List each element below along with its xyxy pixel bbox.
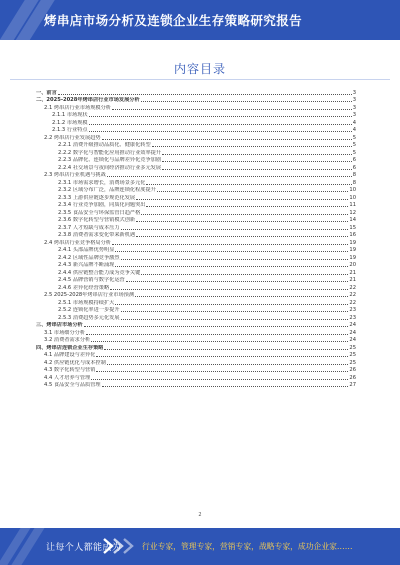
toc-entry-label: 4.5 食品安全与品质管理 — [44, 382, 101, 388]
toc-entry[interactable] — [36, 253, 356, 261]
toc-entry[interactable] — [36, 291, 356, 299]
toc-entry-page: 10 — [349, 194, 356, 201]
toc-entry-label: 2.4.3 新兴品牌不断涌现 — [58, 262, 115, 268]
toc-leader-dots — [86, 334, 348, 335]
toc-entry-label: 2.1.2 市场规模 — [52, 119, 88, 126]
toc-leader-dots — [115, 304, 348, 305]
toc-entry[interactable] — [36, 193, 356, 201]
toc-entry-page: 24 — [349, 322, 356, 328]
toc-entry[interactable] — [36, 156, 356, 164]
toc-entry-page: 10 — [349, 187, 356, 193]
toc-entry[interactable] — [36, 238, 356, 246]
toc-entry-label: 2.1.3 行业特点 — [52, 127, 88, 133]
toc-entry[interactable] — [36, 126, 356, 134]
toc-entry-page: 22 — [349, 292, 356, 298]
toc-leader-dots — [84, 326, 349, 327]
toc-entry-page: 23 — [349, 314, 356, 321]
toc-entry-page: 14 — [349, 217, 356, 223]
toc-entry-label: 2.3.1 市场需求增长，消费场景多元化 — [58, 179, 146, 186]
toc-entry-label: 2.5 2025-2028年烤串店行业市场预测 — [44, 292, 135, 298]
toc-entry-label: 2.4.6 差异化经营策略 — [58, 284, 110, 291]
toc-entry-label: 2.3.3 上游供应链逐步规范化发展 — [58, 194, 136, 201]
toc-entry[interactable] — [36, 96, 356, 104]
toc-entry-page: 22 — [349, 299, 356, 306]
toc-entry-page: 12 — [349, 209, 356, 216]
toc-leader-dots — [141, 274, 348, 275]
toc-entry-label: 4.2 供应链优化与成本控制 — [44, 359, 106, 366]
toc-leader-dots — [152, 146, 352, 147]
page-number: 2 — [198, 512, 202, 518]
toc-entry-page: 25 — [349, 352, 356, 358]
toc-leader-dots — [121, 311, 349, 312]
toc-entry[interactable] — [36, 381, 356, 389]
toc-leader-dots — [107, 176, 352, 177]
toc-entry[interactable] — [36, 336, 356, 344]
toc-entry-label: 2.3.5 食品安全与环保监管日趋严格 — [58, 209, 141, 216]
report-header-banner — [0, 0, 400, 40]
footer-audience: 行业专家，管理专家，营销专家，战略专家，成功企业家…… — [142, 542, 353, 551]
toc-leader-dots — [126, 281, 349, 282]
toc-entry-label: 2.2.2 数字化与智能化应用推动行业效率提升 — [58, 149, 162, 156]
toc-entry-page: 5 — [352, 149, 356, 156]
toc-entry-label: 2.2.3 品牌化、连锁化与品牌差异化竞争加剧 — [58, 157, 162, 163]
toc-entry-page: 25 — [349, 344, 356, 351]
toc-entry[interactable] — [36, 118, 356, 126]
toc-entry[interactable] — [36, 208, 356, 216]
toc-entry-page: 21 — [349, 277, 356, 283]
toc-entry-page: 24 — [349, 337, 356, 343]
toc-entry-page: 3 — [352, 89, 356, 96]
toc-entry-label: 2.3.6 数字化转型与营销模式创新 — [58, 217, 136, 223]
toc-leader-dots — [91, 379, 348, 380]
toc-entry[interactable] — [36, 351, 356, 359]
toc-leader-dots — [96, 356, 348, 357]
chevron-right-icon — [100, 537, 140, 555]
toc-leader-dots — [146, 184, 351, 185]
toc-entry[interactable] — [36, 88, 356, 96]
footer-banner — [0, 528, 400, 565]
toc-leader-dots — [112, 109, 352, 110]
toc-entry-page: 6 — [352, 157, 356, 163]
toc-leader-dots — [136, 236, 348, 237]
toc-leader-dots — [104, 349, 348, 350]
toc-entry-label: 3.1 市场细分分析 — [44, 329, 86, 336]
toc-entry-label: 2.5.2 连锁化率进一步提升 — [58, 307, 120, 313]
toc-entry-label: 4.3 数字化转型与营销 — [44, 367, 96, 373]
toc-entry[interactable] — [36, 178, 356, 186]
toc-entry-page: 22 — [349, 284, 356, 291]
toc-entry-label: 2.3 烤串店行业机遇与挑战 — [44, 172, 106, 178]
toc-entry-page: 19 — [349, 247, 356, 253]
toc-leader-dots — [102, 139, 352, 140]
toc-entry-label: 3.2 消费者需求分析 — [44, 337, 91, 343]
toc-entry-label: 三、烤串店市场分析 — [36, 322, 83, 328]
toc-leader-dots — [135, 296, 348, 297]
toc-entry-label: 2.3.8 消费者需求变化带来新机遇 — [58, 232, 136, 238]
toc-heading: 内容目录 — [173, 62, 226, 76]
toc-leader-dots — [141, 101, 352, 102]
toc-entry-page: 27 — [349, 382, 356, 388]
toc-entry-page: 26 — [349, 367, 356, 373]
toc-leader-dots — [102, 386, 349, 387]
toc-entry[interactable] — [36, 141, 356, 149]
toc-entry[interactable] — [36, 231, 356, 239]
toc-entry-page: 26 — [349, 374, 356, 381]
toc-entry-page: 6 — [352, 164, 356, 171]
toc-entry-label: 2.4.5 品牌营销与数字化运营 — [58, 277, 125, 283]
toc-entry-label: 2.2.1 消费升级推动品质化、健康化转型 — [58, 142, 151, 148]
table-of-contents — [36, 88, 356, 388]
toc-entry-page: 8 — [352, 179, 356, 186]
toc-entry[interactable] — [36, 321, 356, 329]
toc-entry-label: 四、烤串店连锁企业生存策略 — [36, 344, 104, 351]
toc-leader-dots — [136, 221, 348, 222]
footer-slogan: 让每个人都能成为 — [46, 543, 122, 553]
toc-entry[interactable] — [36, 343, 356, 351]
toc-entry-page: 3 — [352, 104, 356, 111]
toc-entry-label: 4.4 人才培养与管理 — [44, 374, 91, 381]
toc-entry-label: 二、2025-2028年烤串店行业市场发展分析 — [36, 97, 140, 103]
toc-entry[interactable] — [36, 283, 356, 291]
toc-entry[interactable] — [36, 313, 356, 321]
toc-entry-page: 5 — [352, 142, 356, 148]
toc-entry-label: 2.4.2 区域性品牌竞争激烈 — [58, 254, 120, 261]
toc-entry-page: 19 — [349, 254, 356, 261]
toc-entry[interactable] — [36, 328, 356, 336]
toc-entry-page: 23 — [349, 307, 356, 313]
report-title: 烤串店市场分析及连锁企业生存策略研究报告 — [44, 13, 303, 28]
toc-entry-page: 16 — [349, 232, 356, 238]
toc-entry[interactable] — [36, 163, 356, 171]
toc-entry-label: 4.1 品牌建设与差异化 — [44, 352, 96, 358]
toc-entry[interactable] — [36, 201, 356, 209]
toc-entry[interactable] — [36, 171, 356, 179]
toc-leader-dots — [89, 131, 352, 132]
toc-entry[interactable] — [36, 186, 356, 194]
toc-entry-label: 2.3.7 人才短缺与成本压力 — [58, 224, 120, 231]
toc-entry[interactable] — [36, 246, 356, 254]
toc-entry[interactable] — [36, 111, 356, 119]
toc-entry-page: 5 — [352, 134, 356, 141]
toc-leader-dots — [121, 229, 349, 230]
toc-leader-dots — [96, 371, 348, 372]
toc-entry-label: 2.3.2 区域分布广泛，品牌连锁化程度提升 — [58, 187, 156, 193]
toc-leader-dots — [58, 94, 352, 95]
toc-entry[interactable] — [36, 133, 356, 141]
toc-entry-page: 3 — [352, 97, 356, 103]
toc-entry[interactable] — [36, 268, 356, 276]
toc-entry-label: 2.5.1 市场规模持续扩大 — [58, 299, 115, 306]
toc-entry-label: 2.2.4 社交场景与夜间经济推动行业多元发展 — [58, 164, 162, 171]
toc-leader-dots — [162, 169, 352, 170]
toc-entry-page: 3 — [352, 112, 356, 118]
toc-leader-dots — [141, 214, 348, 215]
toc-leader-dots — [89, 124, 352, 125]
toc-entry-page: 25 — [349, 359, 356, 366]
toc-leader-dots — [121, 319, 349, 320]
toc-entry-page: 19 — [349, 239, 356, 246]
toc-entry-page: 15 — [349, 224, 356, 231]
toc-entry[interactable] — [36, 103, 356, 111]
toc-leader-dots — [162, 154, 352, 155]
toc-entry-label: 2.1.1 市场现状 — [52, 112, 88, 118]
toc-entry-label: 2.4.1 头部品牌优势明显 — [58, 247, 115, 253]
toc-entry-page: 4 — [352, 127, 356, 133]
toc-entry[interactable] — [36, 261, 356, 269]
toc-entry-page: 24 — [349, 329, 356, 336]
toc-entry-label: 2.3.4 行业竞争加剧，同质化问题突出 — [58, 202, 146, 208]
toc-leader-dots — [115, 266, 348, 267]
toc-entry[interactable] — [36, 298, 356, 306]
toc-entry[interactable] — [36, 306, 356, 314]
toc-entry-page: 8 — [352, 172, 356, 178]
toc-entry-label: 2.5.3 消费趋势多元化发展 — [58, 314, 120, 321]
toc-entry-label: 2.4.4 供应链整合能力成为竞争关键 — [58, 269, 141, 276]
toc-entry-label: 2.2 烤串店行业发展趋势 — [44, 134, 101, 141]
toc-leader-dots — [121, 259, 349, 260]
toc-entry[interactable] — [36, 216, 356, 224]
toc-leader-dots — [136, 199, 348, 200]
toc-entry[interactable] — [36, 276, 356, 284]
toc-leader-dots — [110, 289, 348, 290]
toc-entry[interactable] — [36, 366, 356, 374]
toc-entry[interactable] — [36, 223, 356, 231]
toc-leader-dots — [91, 341, 348, 342]
toc-leader-dots — [162, 161, 352, 162]
toc-leader-dots — [157, 191, 349, 192]
toc-entry-page: 20 — [349, 262, 356, 268]
toc-entry-label: 2.1 烤串店行业市场规模分析 — [44, 104, 111, 111]
toc-entry[interactable] — [36, 148, 356, 156]
toc-entry-page: 11 — [349, 202, 356, 208]
toc-leader-dots — [146, 206, 348, 207]
toc-entry[interactable] — [36, 358, 356, 366]
toc-entry-page: 21 — [349, 269, 356, 276]
toc-leader-dots — [115, 251, 348, 252]
toc-leader-dots — [89, 116, 352, 117]
toc-entry[interactable] — [36, 373, 356, 381]
toc-leader-dots — [112, 244, 348, 245]
toc-divider — [10, 79, 390, 80]
toc-leader-dots — [107, 364, 349, 365]
toc-entry-label: 一、前言 — [36, 89, 57, 96]
toc-entry-page: 4 — [352, 119, 356, 126]
toc-entry-label: 2.4 烤串店行业竞争格局分析 — [44, 239, 111, 246]
